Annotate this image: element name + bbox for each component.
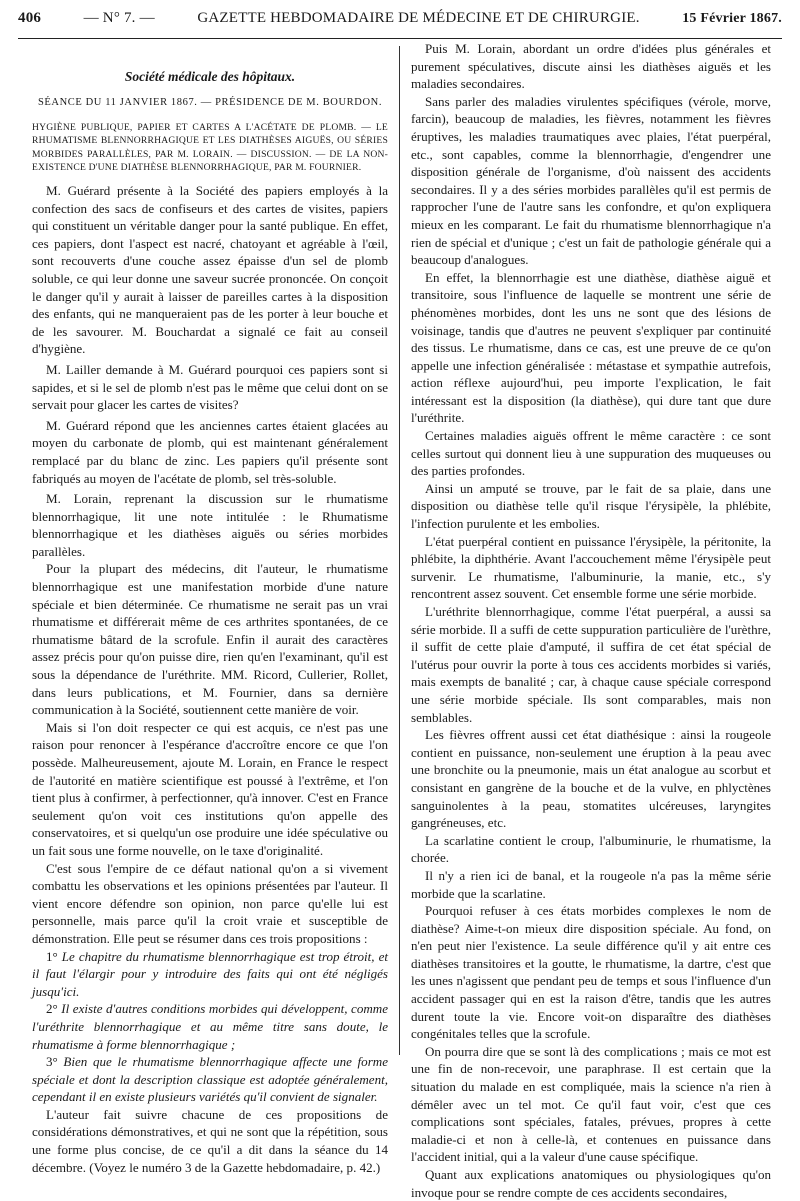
right-column	[411, 40, 771, 1201]
proposition-number: 1°	[46, 948, 58, 964]
paragraph: On pourra dire que se sont là des complications ; mais ce mot est une fin de non-recevoir, une paraphrase. Il est certain que la situation du malade en est compliquée, mais la science n'a rien à démêler avec un tel mot. Ce qu'il faut voir, c'est que ces complications sont spéciales, fatales, prévues, propres à cette maladie-ci et non à celle-là, et contenues en puissance dans l'accident initial, qui a la valeur d'une cause spécifique.	[411, 1043, 771, 1165]
paragraph: M. Lorain, reprenant la discussion sur le rhumatisme blennorrhagique, lit une note intitulée : le Rhumatisme blennorrhagique et les diathèses aiguës ou séries morbides parallèles.	[32, 491, 388, 559]
header-rule	[18, 38, 782, 39]
seance-line: SÉANCE DU 11 JANVIER 1867. — PRÉSIDENCE DE M. BOURDON.	[37, 96, 383, 108]
proposition-text: Bien que le rhumatisme blennorrhagique affecte une forme spéciale et dont la description classique est adoptée généralement, cependant il en existe plusieurs variétés qu'il convient de signaler.	[32, 1054, 388, 1105]
proposition	[32, 1053, 388, 1106]
proposition-number: 3°	[46, 1054, 58, 1070]
paragraph: Il n'y a rien ici de banal, et la rougeole n'a pas la même série morbide que la scarlatine.	[411, 867, 771, 901]
left-column	[32, 68, 388, 1176]
paragraph: Mais si l'on doit respecter ce qui est acquis, ce n'est pas une raison pour renoncer à l'espérance d'accroître encore ce que l'on possède. Malheureusement, ajoute M. Lorain, en France le respect de l'autorité en matière scientifique est poussé à l'extrême, et l'on tient plus à confirmer, à perfectionner, qu'à innover. C'est en France seulement qu'on voit ces institutions qu'on appelle des conservatoires, et si quelqu'un ose produire une idée spéculative ou un fait sous une forme nouvelle, on le taxe d'originalité.	[32, 719, 388, 858]
proposition-number: 2°	[46, 1001, 58, 1017]
proposition-text: Il existe d'autres conditions morbides qui développent, comme l'uréthrite blennorrhagique et au même titre sans doute, le rhumatisme à forme blennorrhagique ;	[32, 1001, 388, 1052]
proposition	[32, 948, 388, 1001]
issue-date: 15 Février 1867.	[682, 11, 782, 26]
section-title: Société médicale des hôpitaux.	[124, 69, 296, 84]
paragraph: M. Lailler demande à M. Guérard pourquoi ces papiers sont si sapides, et si le sel de plomb n'est pas le même que celui dont on se servait pour glacer les cartes de visites?	[32, 361, 388, 413]
paragraph: M. Guérard répond que les anciennes cartes étaient glacées au moyen du carbonate de plomb, qui est maintenant généralement remplacé par du blanc de zinc. Les papiers qu'il présente sont fabriqués au moyen de l'acétate de plomb, sel très-soluble.	[32, 417, 388, 486]
paragraph: En effet, la blennorrhagie est une diathèse, diathèse aiguë et transitoire, sous l'influence de laquelle se montrent une série de phénomènes morbides, dont les uns ne sont que des lésions de voisinage, tandis que d'autres ne peuvent s'expliquer par continuité des tissus. Le rhumatisme, dans ce cas, est une preuve de ce qu'on appelle une infection généralisée : métastase et sympathie autrefois, action réflexe aujourd'hui, peu importe l'explication, le fait intéressant est la disposition (la diathèse), qui dure tant que dure l'uréthrite.	[411, 269, 771, 426]
proposition	[32, 1000, 388, 1053]
issue-number: — N° 7. —	[83, 10, 155, 26]
column-divider	[399, 46, 400, 1055]
paragraph: Sans parler des maladies virulentes spécifiques (vérole, morve, farcin), beaucoup de maladies, les fièvres, notamment les fièvres éruptives, les maladies traumatiques avec plaies, l'état puerpéral, etc., sont capables, comme la blennorrhagie, d'engendrer une disposition générale de l'organisme, d'où naissent des accidents secondaires. Il y a des séries morbides parallèles qu'il est permis de rapprocher l'une de l'autre sans les confondre, et qu'on expliquera mieux en les comparant. Le fait du rhumatisme blennorrhagique n'a rien de spécial et d'unique ; c'est un fait de pathologie générale qui a beaucoup d'analogues.	[411, 93, 771, 268]
page-header	[18, 10, 782, 34]
paragraph: L'uréthrite blennorrhagique, comme l'état puerpéral, a aussi sa série morbide. Il a suffi de cette suppuration particulière de l'urèthre, il suffit de cette plaie d'amputé, il suffira de cet état spécial de l'utérus pour ouvrir la porte à tous ces accidents morbides si variés, mais exempts de banalité ; car, à chaque cause spéciale correspond une série morbide spéciale. Ils sont comparables, mais non semblables.	[411, 604, 771, 725]
paragraph: M. Guérard présente à la Société des papiers employés à la confection des sacs de confiseurs et des cartes de visites, papiers qui constituent un véritable danger pour la santé publique. En effet, ces papiers, dont l'aspect est nacré, chatoyant et agréable à l'œil, sont recouverts d'une couche assez épaisse d'un sel de plomb soluble, ce qui leur donne une saveur sucrée prononcée. On conçoit le danger qu'il y aurait à laisser de pareilles cartes à la disposition des enfants, qui ne manqueraient pas de les porter à leur bouche et de les savourer. M. Bouchardat a signalé ce fait au conseil d'hygiène.	[32, 183, 388, 357]
paragraph: La scarlatine contient le croup, l'albuminurie, le rhumatisme, la chorée.	[411, 832, 771, 866]
paragraph: L'état puerpéral contient en puissance l'érysipèle, la péritonite, la phlébite, la diphthérie. Avant l'accouchement même l'érysipèle peut survenir. Le rhumatisme, l'albuminurie, la manie, etc., s'y rencontrent assez souvent. Cet ensemble forme une série morbide.	[411, 533, 771, 602]
paragraph: Ainsi un amputé se trouve, par le fait de sa plaie, dans une disposition ou diathèse telle qu'il risque l'érysipèle, la phlébite, l'infection purulente et les embolies.	[411, 480, 771, 532]
paragraph: L'auteur fait suivre chacune de ces propositions de considérations démonstratives, et qui ne sont que la répétition, sous une forme plus concise, de ce qu'il a dit dans la séance du 14 décembre. (Voyez le numéro 3 de la Gazette hebdomadaire, p. 42.)	[32, 1106, 388, 1175]
paragraph: Pour la plupart des médecins, dit l'auteur, le rhumatisme blennorrhagique est une manifestation morbide d'une nature spéciale et bien déterminée. Ce rhumatisme ne serait pas un vrai rhumatisme et différerait même de ces arthrites spontanées, de ce rhumatisme bâtard de la scrofule. Enfin il aurait des caractères assez précis pour qu'on puisse dire, rien qu'en l'examinant, qu'il est sous la dépendance de l'uréthrite. MM. Ricord, Cullerier, Rollet, dans leurs publications, et M. Fournier, dans sa dernière communication à la Société, soutiennent cette manière de voir.	[32, 561, 388, 718]
paragraph: Pourquoi refuser à ces états morbides complexes le nom de diathèse? Aime-t-on mieux dire disposition spéciale. Au fond, on n'en peut nier l'existence. La seule différence qu'il y ait entre ces diathèses transitoires et la goutte, le rhumatisme, la dartre, c'est que les unes n'agissent que pendant peu de temps et sous l'influence d'un accident passager qui en est la raison d'être, tandis que les autres durent toute la vie. Encore voit-on disparaître des diathèses congénitales telles que la scrofule.	[411, 903, 771, 1042]
paragraph: Puis M. Lorain, abordant un ordre d'idées plus générales et purement spéculatives, discute ainsi les diathèses aiguës et les maladies secondaires.	[411, 41, 771, 92]
paragraph: Certaines maladies aiguës offrent le même caractère : ce sont celles surtout qui donnent lieu à une suppuration des muqueuses ou des parties profondes.	[411, 428, 771, 479]
paragraph: C'est sous l'empire de ce défaut national qu'on a si vivement combattu les observations et les opinions présentées par l'auteur. Il vient encore défendre son opinion, non parce qu'elle lui est personnelle, mais parce qu'il la croit vraie et susceptible de démonstration. Elle peut se résumer dans ces trois propositions :	[32, 860, 388, 946]
journal-title: GAZETTE HEBDOMADAIRE DE MÉDECINE ET DE CHIRURGIE.	[197, 10, 640, 26]
page-number: 406	[18, 10, 42, 26]
paragraph: Les fièvres offrent aussi cet état diathésique : ainsi la rougeole contient en puissance, non-seulement une éruption à la peau avec une bronchite ou la pneumonie, mais un état analogue au scorbut et consistant en gangrène de la bouche et de la vulve, en phlyctènes sanguinolentes à la peau, stomatites ulcéreuses, laryngites gangréneuses, etc.	[411, 727, 771, 831]
paragraph: Quant aux explications anatomiques ou physiologiques qu'on invoque pour se rendre compte de ces accidents secondaires,	[411, 1167, 771, 1200]
proposition-text: Le chapitre du rhumatisme blennorrhagique est trop étroit, et il faut l'élargir pour y introduire des faits qui ont été négligés jusqu'ici.	[32, 948, 388, 999]
session-summary: HYGIÈNE PUBLIQUE, PAPIER ET CARTES A L'ACÉTATE DE PLOMB. — LE RHUMATISME BLENNORRHAGIQUE ET LES DIATHÈSES AIGUËS, OU SÉRIES MORBIDES PARALLÈLES, PAR M. LORAIN. — DISCUSSION. — DE LA NON-EXISTENCE D'UNE DIATHÈSE BLENNORRHAGIQUE, PAR M. FOURNIER.	[32, 122, 388, 173]
